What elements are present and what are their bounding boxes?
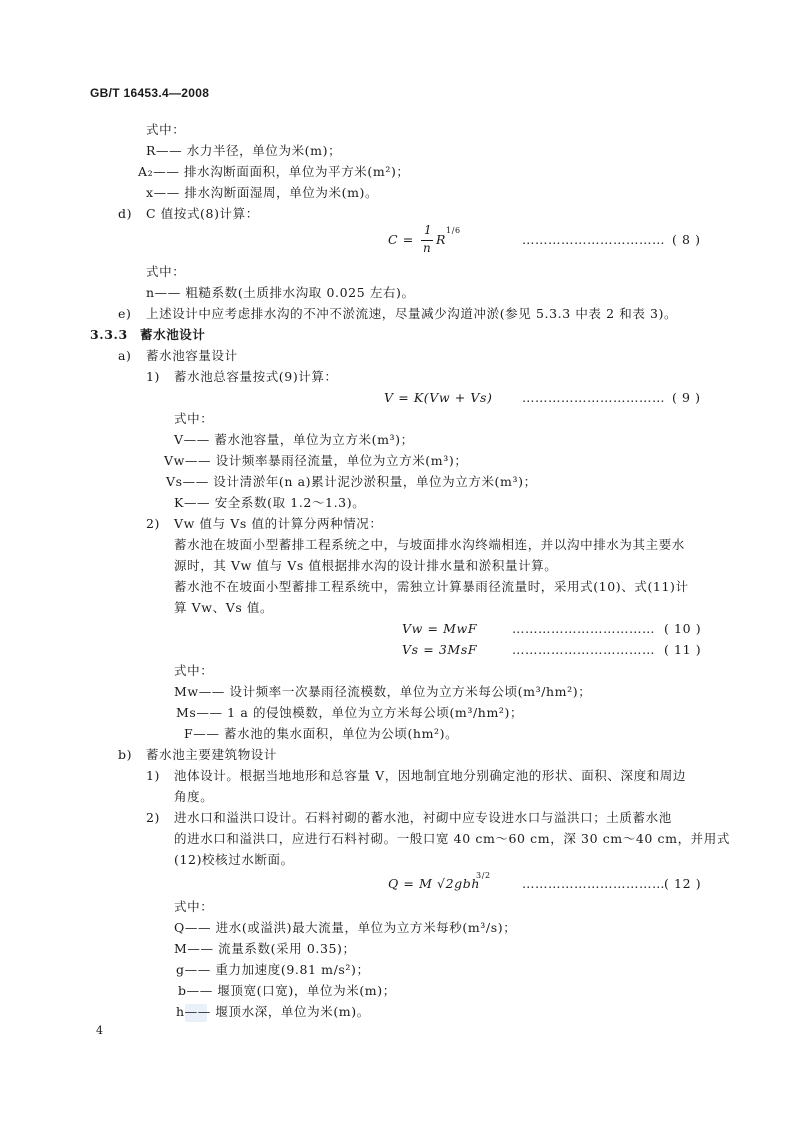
formula-8-fraction bbox=[420, 222, 436, 258]
formula-12: Q = M √2gbh bbox=[388, 876, 481, 891]
paragraph-line: 的进水口和溢洪口，应进行石料衬砌。一般口宽 40 cm～60 cm，深 30 cm～40 cm，并用式 bbox=[174, 831, 730, 846]
where-label: 式中： bbox=[174, 899, 214, 914]
paragraph-line: 蓄水池在坡面小型蓄排工程系统之中，与坡面排水沟终端相连，并以沟中排水为其主要水 bbox=[174, 537, 685, 552]
formula-10: Vw = MwF bbox=[402, 621, 478, 636]
formula-11-number: ( 11 ) bbox=[664, 642, 702, 657]
formula-11-leader-dots: …………………………… bbox=[512, 642, 655, 657]
paragraph-line: (12)校核过水断面。 bbox=[174, 852, 294, 867]
standard-code-header: GB/T 16453.4—2008 bbox=[90, 86, 210, 100]
formula-8-numerator: 1 bbox=[424, 223, 433, 237]
var-def-A2: A₂—— 排水沟断面面积，单位为平方米(m²)； bbox=[138, 164, 410, 179]
var-def-g: g—— 重力加速度(9.81 m/s²)； bbox=[176, 962, 370, 977]
var-def-Vs: Vs—— 设计清淤年(n a)累计泥沙淤积量，单位为立方米(m³)； bbox=[166, 474, 537, 489]
paragraph-line: 算 Vw、Vs 值。 bbox=[174, 600, 274, 615]
formula-8-number: ( 8 ) bbox=[672, 232, 701, 247]
var-def-Mw: Mw—— 设计频率一次暴雨径流模数，单位为立方米每公顷(m³/hm²)； bbox=[174, 684, 592, 699]
where-label: 式中： bbox=[146, 264, 186, 279]
var-def-n: n—— 粗糙系数(土质排水沟取 0.025 左右)。 bbox=[146, 285, 415, 300]
formula-9: V = K(Vw + Vs) bbox=[384, 390, 493, 405]
subsection-title-a: 蓄水池容量设计 bbox=[146, 348, 238, 363]
list-marker-1: 1) bbox=[146, 369, 161, 384]
where-label: 式中： bbox=[174, 663, 214, 678]
formula-8-rhs: R bbox=[436, 232, 447, 247]
var-def-Ms: Ms—— 1 a 的侵蚀模数，单位为立方米每公顷(m³/hm²)； bbox=[176, 705, 524, 720]
paragraph-line: 角度。 bbox=[174, 789, 214, 804]
where-label: 式中： bbox=[146, 122, 186, 137]
var-def-R: R—— 水力半径，单位为米(m)； bbox=[146, 143, 342, 158]
paragraph-line: 蓄水池不在坡面小型蓄排工程系统中，需独立计算暴雨径流量时，采用式(10)、式(11)计 bbox=[174, 579, 689, 594]
where-label: 式中： bbox=[174, 411, 214, 426]
subsection-title-b: 蓄水池主要建筑物设计 bbox=[146, 747, 278, 762]
item-1-text: 蓄水池总容量按式(9)计算： bbox=[174, 369, 338, 384]
var-def-Vw: Vw—— 设计频率暴雨径流量，单位为立方米(m³)； bbox=[164, 453, 468, 468]
section-title: 蓄水池设计 bbox=[140, 327, 206, 342]
item-2-text: Vw 值与 Vs 值的计算分两种情况： bbox=[174, 516, 383, 531]
var-def-b: b—— 堰顶宽(口宽)，单位为米(m)； bbox=[178, 983, 396, 998]
page-number: 4 bbox=[96, 1024, 104, 1037]
formula-9-number: ( 9 ) bbox=[672, 390, 701, 405]
var-def-K: K—— 安全系数(取 1.2～1.3)。 bbox=[174, 495, 366, 510]
formula-11: Vs = 3MsF bbox=[402, 642, 478, 657]
list-marker-2: 2) bbox=[146, 810, 161, 825]
section-number: 3.3.3 bbox=[90, 327, 128, 342]
formula-12-exponent: 3/2 bbox=[476, 871, 491, 880]
list-marker-b: b) bbox=[118, 747, 133, 762]
item-e-text: 上述设计中应考虑排水沟的不冲不淤流速，尽量减少沟道冲淤(参见 5.3.3 中表 2 和表 3)。 bbox=[146, 306, 678, 321]
list-marker-d: d) bbox=[118, 206, 133, 221]
formula-8-leader-dots: …………………………… bbox=[522, 232, 665, 247]
list-marker-e: e) bbox=[118, 306, 132, 321]
formula-10-number: ( 10 ) bbox=[664, 621, 702, 636]
formula-12-leader-dots: …………………………… bbox=[522, 876, 665, 891]
formula-8-lhs: C = bbox=[388, 232, 414, 247]
var-def-Q: Q—— 进水(或溢洪)最大流量，单位为立方米每秒(m³/s)； bbox=[174, 920, 517, 935]
paragraph-line: 源时，其 Vw 值与 Vs 值根据排水沟的设计排水量和淤积量计算。 bbox=[174, 558, 558, 573]
var-def-V: V—— 蓄水池容量，单位为立方米(m³)； bbox=[174, 432, 414, 447]
item-1-text: 池体设计。根据当地地形和总容量 V，因地制宜地分别确定池的形状、面积、深度和周边 bbox=[174, 768, 687, 783]
formula-8-denominator: n bbox=[423, 241, 432, 255]
formula-10-leader-dots: …………………………… bbox=[512, 621, 655, 636]
var-def-h: h—— 堰顶水深，单位为米(m)。 bbox=[176, 1004, 370, 1019]
item-d-text: C 值按式(8)计算： bbox=[146, 206, 259, 221]
list-marker-1: 1) bbox=[146, 768, 161, 783]
formula-9-leader-dots: …………………………… bbox=[522, 390, 665, 405]
formula-8-exponent: 1/6 bbox=[446, 226, 461, 235]
var-def-F: F—— 蓄水池的集水面积，单位为公顷(hm²)。 bbox=[184, 726, 459, 741]
formula-12-number: ( 12 ) bbox=[664, 876, 702, 891]
var-def-x: x—— 排水沟断面湿周，单位为米(m)。 bbox=[146, 185, 379, 200]
var-def-M: M—— 流量系数(采用 0.35)； bbox=[174, 941, 356, 956]
list-marker-2: 2) bbox=[146, 516, 161, 531]
list-marker-a: a) bbox=[118, 348, 132, 363]
item-2-text: 进水口和溢洪口设计。石料衬砌的蓄水池，衬砌中应专设进水口与溢洪口；土质蓄水池 bbox=[174, 810, 672, 825]
